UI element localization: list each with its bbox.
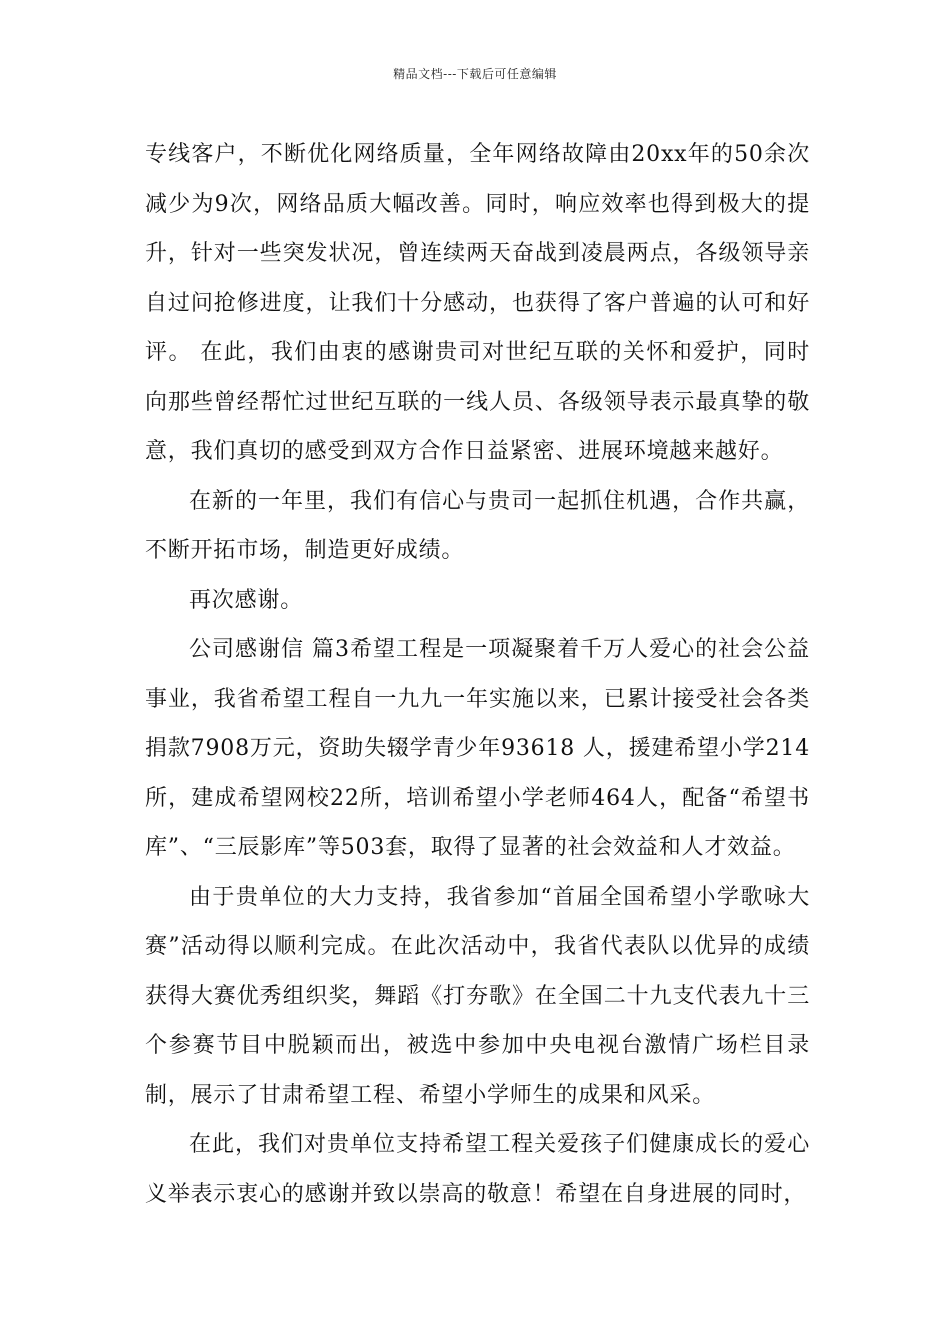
paragraph-singing-contest: 由于贵单位的大力支持，我省参加“首届全国希望小学歌咏大赛”活动得以顺利完成。在此次活动中，我省代表队以优异的成绩获得大赛优秀组织奖，舞蹈《打夯歌》在全国二十九支代表九十三个参赛节目中脱颖而出，被选中参加中央电视台激情广场栏目录制，展示了甘肃希望工程、希望小学师生的成果和风采。 bbox=[145, 884, 810, 1108]
paragraph-thanks-again: 再次感谢。 bbox=[189, 587, 304, 613]
paragraph-new-year: 在新的一年里，我们有信心与贵司一起抓住机遇，合作共赢，不断开拓市场，制造更好成绩。 bbox=[145, 488, 810, 563]
document-body bbox=[145, 130, 810, 1219]
paragraph-letter-3-intro: 公司感谢信 篇3希望工程是一项凝聚着千万人爱心的社会公益事业，我省希望工程自一九九一年实施以来，已累计接受社会各类捐款7908万元，资助失辍学青少年93618 人，援建希望小学214所，建成希望网校22所，培训希望小学老师464人，配备“希望书库”、“三辰影库”等503套，取得了显著的社会效益和人才效益。 bbox=[145, 637, 810, 860]
paragraph-gratitude: 在此，我们对贵单位支持希望工程关爱孩子们健康成长的爱心义举表示衷心的感谢并致以崇高的敬意！希望在自身进展的同时， bbox=[145, 1132, 810, 1207]
page-header: 精品文档---下载后可任意编辑 bbox=[393, 67, 557, 81]
paragraph-continuation: 专线客户，不断优化网络质量，全年网络故障由20xx年的50余次减少为9次，网络品质大幅改善。同时，响应效率也得到极大的提升，针对一些突发状况，曾连续两天奋战到凌晨两点，各级领导亲自过问抢修进度，让我们十分感动，也获得了客户普遍的认可和好评。 在此，我们由衷的感谢贵司对世纪互联的关怀和爱护，同时向那些曾经帮忙过世纪互联的一线人员、各级领导表示最真挚的敬意，我们真切的感受到双方合作日益紧密、进展环境越来越好。 bbox=[145, 142, 810, 464]
